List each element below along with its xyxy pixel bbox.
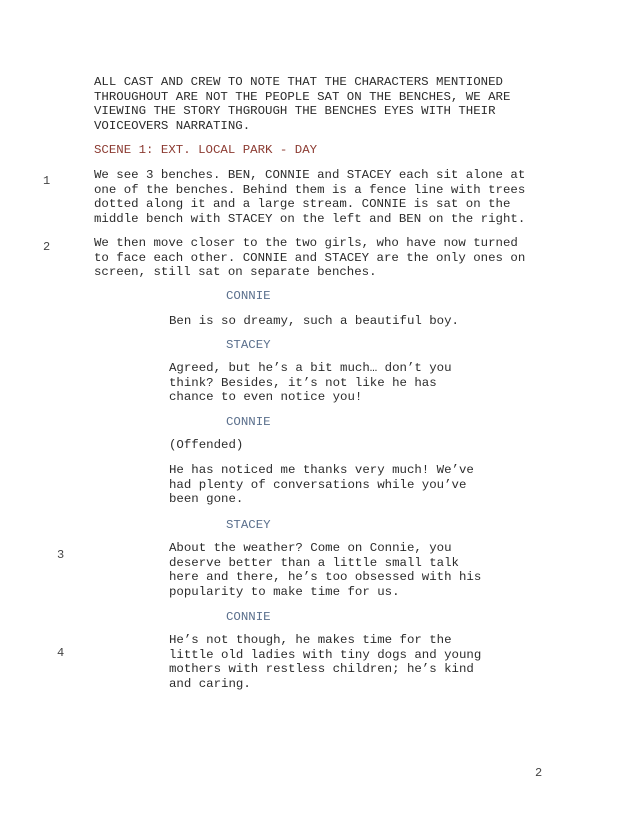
dialogue-line: He’s not though, he makes time for the little old ladies with tiny dogs and young mothers with restless children; he’s kind and caring. [169,633,482,691]
scene-heading: SCENE 1: EXT. LOCAL PARK - DAY [94,143,318,157]
dialogue-line: Agreed, but he’s a bit much… don’t you think? Besides, it’s not like he has chance to even notice you! [169,361,452,405]
dialogue-line: Ben is so dreamy, such a beautiful boy. [169,314,459,328]
character-name: CONNIE [226,415,271,429]
dialogue-line: He has noticed me thanks very much! We’ve had plenty of conversations while you’ve been gone. [169,463,474,507]
scene-number-4: 4 [57,646,65,660]
scene-number-2: 2 [43,240,51,254]
dialogue-line: About the weather? Come on Connie, you deserve better than a little small talk here and there, he’s too obsessed with his popularity to make time for us. [169,541,482,599]
character-name: STACEY [226,518,271,532]
parenthetical: (Offended) [169,438,244,452]
character-name: CONNIE [226,610,271,624]
page-number: 2 [535,766,543,780]
action-paragraph-1: We see 3 benches. BEN, CONNIE and STACEY each sit alone at one of the benches. Behind them is a fence line with trees dotted along it and a large stream. CONNIE is sat on the middle bench with STACEY on the left and BEN on the right. [94,168,526,226]
character-name: STACEY [226,338,271,352]
cast-crew-note: ALL CAST AND CREW TO NOTE THAT THE CHARACTERS MENTIONED THROUGHOUT ARE NOT THE PEOPLE SAT ON THE BENCHES, WE ARE VIEWING THE STORY THGROUGH THE BENCHES EYES WITH THEIR VOICEOVERS NARRATING. [94,75,511,133]
scene-number-3: 3 [57,548,65,562]
scene-number-1: 1 [43,174,51,188]
action-paragraph-2: We then move closer to the two girls, who have now turned to face each other. CONNIE and STACEY are the only ones on screen, still sat on separate benches. [94,236,526,280]
character-name: CONNIE [226,289,271,303]
